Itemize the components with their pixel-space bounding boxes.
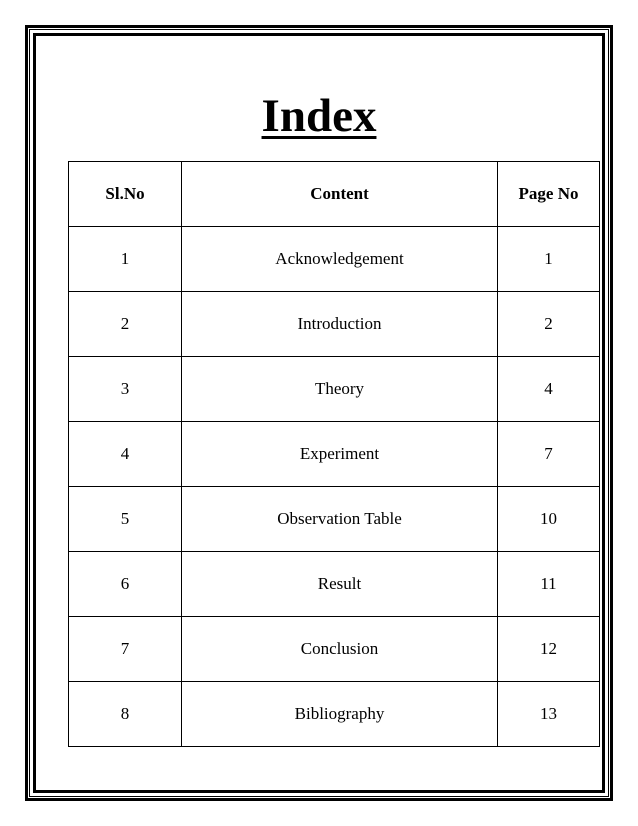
- table-row: [69, 487, 600, 552]
- cell-page-no: 1: [498, 227, 600, 292]
- cell-content: Experiment: [182, 422, 498, 487]
- cell-sl-no: 6: [69, 552, 182, 617]
- cell-content: Introduction: [182, 292, 498, 357]
- cell-page-no: 12: [498, 617, 600, 682]
- cell-sl-no: 4: [69, 422, 182, 487]
- table-row: [69, 292, 600, 357]
- table-row: [69, 227, 600, 292]
- header-sl-no: Sl.No: [69, 162, 182, 227]
- cell-sl-no: 7: [69, 617, 182, 682]
- table-row: [69, 422, 600, 487]
- cell-content: Bibliography: [182, 682, 498, 747]
- table-row: [69, 552, 600, 617]
- cell-sl-no: 5: [69, 487, 182, 552]
- cell-page-no: 11: [498, 552, 600, 617]
- header-page-no: Page No: [498, 162, 600, 227]
- table-header-row: [69, 162, 600, 227]
- cell-content: Result: [182, 552, 498, 617]
- cell-sl-no: 8: [69, 682, 182, 747]
- cell-page-no: 4: [498, 357, 600, 422]
- table-row: [69, 617, 600, 682]
- cell-content: Observation Table: [182, 487, 498, 552]
- table-row: [69, 357, 600, 422]
- table-row: [69, 682, 600, 747]
- cell-page-no: 2: [498, 292, 600, 357]
- page-title-text: Index: [261, 90, 377, 142]
- cell-page-no: 7: [498, 422, 600, 487]
- cell-page-no: 10: [498, 487, 600, 552]
- cell-page-no: 13: [498, 682, 600, 747]
- index-table: [68, 161, 600, 747]
- cell-sl-no: 1: [69, 227, 182, 292]
- page-title: [0, 86, 638, 146]
- cell-sl-no: 2: [69, 292, 182, 357]
- cell-content: Conclusion: [182, 617, 498, 682]
- cell-content: Theory: [182, 357, 498, 422]
- cell-content: Acknowledgement: [182, 227, 498, 292]
- cell-sl-no: 3: [69, 357, 182, 422]
- header-content: Content: [182, 162, 498, 227]
